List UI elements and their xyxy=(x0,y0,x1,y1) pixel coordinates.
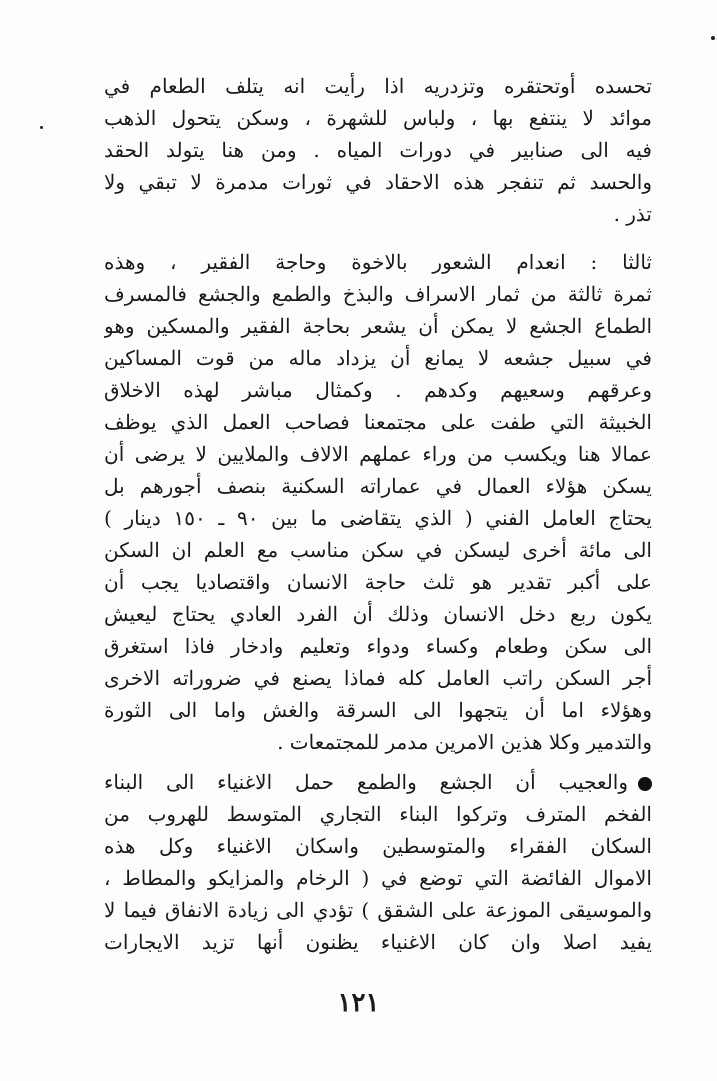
paragraph-3 xyxy=(104,766,652,958)
text-line: يفيد اصلا وان كان الاغنياء يظنون أنها تزيد الايجارات xyxy=(104,930,652,954)
text-line: الاموال الفائضة التي توضع في ( الرخام والمزايكو والمطاط ، xyxy=(104,866,652,890)
text-line: يكون ربع دخل الانسان وذلك أن الفرد العادي يحتاج ليعيش xyxy=(104,602,652,626)
text-line xyxy=(104,766,652,798)
page-number: ١٢١ xyxy=(337,988,380,1018)
text-line: الخبيثة التي طفت على مجتمعنا فصاحب العمل الذي يوظف xyxy=(104,410,652,434)
text-line: عمالا هنا ويكسب من وراء عملهم الالاف والملايين لا يرضى أن xyxy=(104,442,652,466)
text-line: وهؤلاء اما أن يتجهوا الى السرقة والغش واما الى الثورة xyxy=(104,698,652,722)
text-line-content: والعجيب أن الجشع والطمع حمل الاغنياء الى البناء xyxy=(104,770,628,794)
text-line: الى مائة أخرى ليسكن في سكن مناسب مع العلم ان السكن xyxy=(104,538,652,562)
bullet-icon xyxy=(638,777,652,791)
paragraph-2 xyxy=(104,246,652,758)
text-line: الفخم المترف وتركوا البناء التجاري المتوسط للهروب من xyxy=(104,802,652,826)
text-line: على أكبر تقدير هو ثلث حاجة الانسان واقتصاديا يجب أن xyxy=(104,570,652,594)
text-line: السكان الفقراء والمتوسطين واسكان الاغنياء وكل هذه xyxy=(104,834,652,858)
text-line: فيه الى صنابير في دورات المياه . ومن هنا يتولد الحقد xyxy=(104,138,652,162)
text-line: يسكن هؤلاء العمال في عماراته السكنية بنصف أجورهم بل xyxy=(104,474,652,498)
scan-mark xyxy=(711,36,715,40)
text-line: يحتاج العامل الفني ( الذي يتقاضى ما بين ٩٠ ـ ١٥٠ دينار ) xyxy=(104,506,652,530)
text-line: موائد لا ينتفع بها ، ولباس للشهرة ، وسكن يتحول الذهب xyxy=(104,106,652,130)
text-line: في سبيل جشعه لا يمانع أن يزداد ماله من قوت المساكين xyxy=(104,346,652,370)
text-line: تحسده أوتحتقره وتزدريه اذا رأيت انه يتلف الطعام في xyxy=(104,74,652,98)
text-line: الطماع الجشع لا يمكن أن يشعر بحاجة الفقير والمسكين وهو xyxy=(104,314,652,338)
scan-mark xyxy=(40,126,43,129)
text-line: ثالثا : انعدام الشعور بالاخوة وحاجة الفقير ، وهذه xyxy=(104,250,652,274)
text-line: أجر السكن راتب العامل كله فماذا يصنع في ضروراته الاخرى xyxy=(104,666,652,690)
text-line: والتدمير وكلا هذين الامرين مدمر للمجتمعات . xyxy=(277,730,652,754)
paragraph-1 xyxy=(104,70,652,230)
text-line: ثمرة ثالثة من ثمار الاسراف والبذخ والطمع والجشع فالمسرف xyxy=(104,282,652,306)
text-line: والموسيقى الموزعة على الشقق ) تؤدي الى زيادة الانفاق فيما لا xyxy=(104,898,652,922)
text-line: والحسد ثم تنفجر هذه الاحقاد في ثورات مدمرة لا تبقي ولا xyxy=(104,170,652,194)
text-line: وعرقهم وسعيهم وكدهم . وكمثال مباشر لهذه الاخلاق xyxy=(104,378,652,402)
text-line: الى سكن وطعام وكساء ودواء وتعليم وادخار فاذا استغرق xyxy=(104,634,652,658)
text-line: تذر . xyxy=(613,202,652,226)
